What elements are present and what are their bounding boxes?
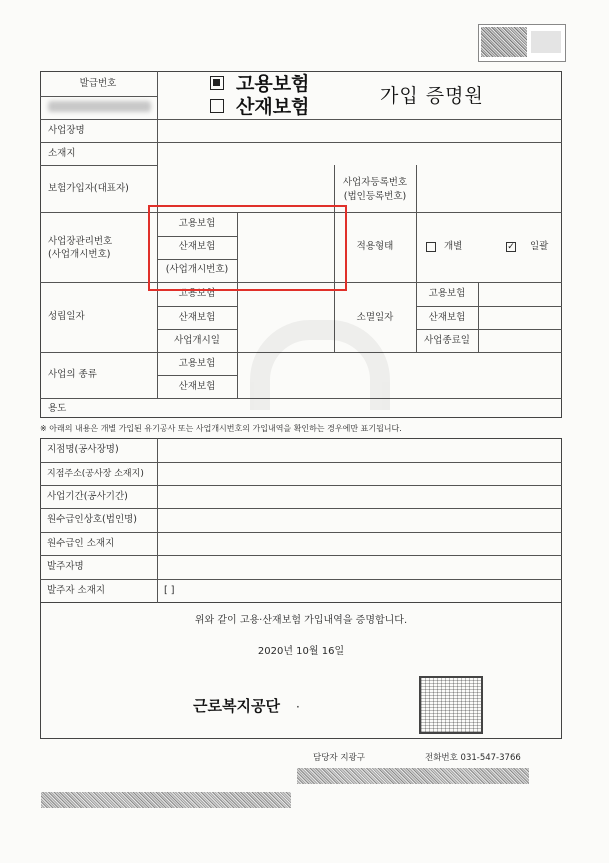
employment-checkbox [210, 76, 224, 90]
label-branch-name: 지점명(공사장명) [47, 444, 119, 455]
contact-person: 담당자 지광구 [313, 753, 365, 763]
phone-number: 전화번호 031-547-3766 [425, 753, 521, 763]
sub-start-date: 사업개시일 [174, 335, 220, 346]
label-branch-address: 지점주소(공사장 소재지) [47, 469, 144, 479]
redacted-footer-left [41, 792, 291, 808]
sub-industrial-ins-1: 산재보험 [178, 241, 216, 252]
label-client-addr: 발주자 소재지 [47, 585, 106, 596]
label-purpose: 용도 [48, 403, 67, 414]
label-bulk: 일괄 [530, 241, 549, 252]
note-text: ※ 아래의 내용은 개별 가입된 유기공사 또는 사업개시번호의 가입내역을 확인하는 경우에만 표기됩니다. [40, 424, 402, 433]
sub-industrial-ins-3: 산재보험 [428, 312, 466, 323]
highlight-box [148, 205, 347, 291]
label-site-start-no: (사업개시번호) [48, 249, 111, 260]
redacted-footer-right [297, 768, 529, 784]
employment-insurance-label: 고용보험 [236, 73, 310, 95]
label-establish-date: 성립일자 [48, 311, 85, 322]
watermark [250, 320, 390, 410]
industrial-checkbox [210, 99, 224, 113]
issuer-dot: · [296, 700, 300, 714]
issue-no-redacted [48, 101, 151, 112]
label-period: 사업기간(공사기간) [47, 491, 128, 502]
label-location: 소재지 [48, 148, 76, 159]
individual-checkbox [426, 242, 436, 252]
label-contractor-addr: 원수급인 소재지 [47, 538, 115, 549]
issue-no-label: 발급번호 [79, 78, 117, 89]
label-client: 발주자명 [47, 561, 84, 572]
sub-industrial-ins-2: 산재보험 [178, 312, 216, 323]
label-policyholder: 보험가입자(대표자) [48, 183, 129, 194]
label-business-type: 사업의 종류 [48, 369, 97, 380]
label-apply-type: 적용형태 [356, 241, 394, 252]
sub-industrial-ins-4: 산재보험 [178, 381, 216, 392]
label-business-name: 사업장명 [48, 125, 85, 136]
bulk-checkbox: ✓ [507, 242, 515, 252]
client-addr-value: [ ] [164, 585, 175, 596]
label-contractor: 원수급인상호(법인명) [47, 514, 138, 525]
document-title: 가입 증명원 [380, 85, 484, 107]
sub-start-no: (사업개시번호) [165, 264, 229, 275]
certify-text: 위와 같이 고용·산재보험 가입내역을 증명합니다. [194, 615, 408, 626]
sub-end-date: 사업종료일 [424, 335, 470, 346]
barcode-stamp [478, 24, 566, 62]
label-close-date: 소멸일자 [356, 312, 394, 323]
sub-employment-ins-4: 고용보험 [178, 358, 216, 369]
label-biz-reg-no: 사업자등록번호 [342, 177, 408, 188]
label-corp-reg-no: (법인등록번호) [343, 191, 407, 202]
sub-employment-ins-3: 고용보험 [428, 288, 466, 299]
industrial-insurance-label: 산재보험 [236, 96, 310, 118]
issuer-name: 근로복지공단 [193, 697, 280, 715]
label-site-mgmt-no: 사업장관리번호 [48, 236, 113, 247]
official-seal [419, 676, 483, 734]
label-individual: 개별 [444, 241, 463, 252]
sub-employment-ins-2: 고용보험 [178, 288, 216, 299]
sub-employment-ins-1: 고용보험 [178, 218, 216, 229]
issue-date: 2020년 10월 16일 [257, 646, 345, 657]
